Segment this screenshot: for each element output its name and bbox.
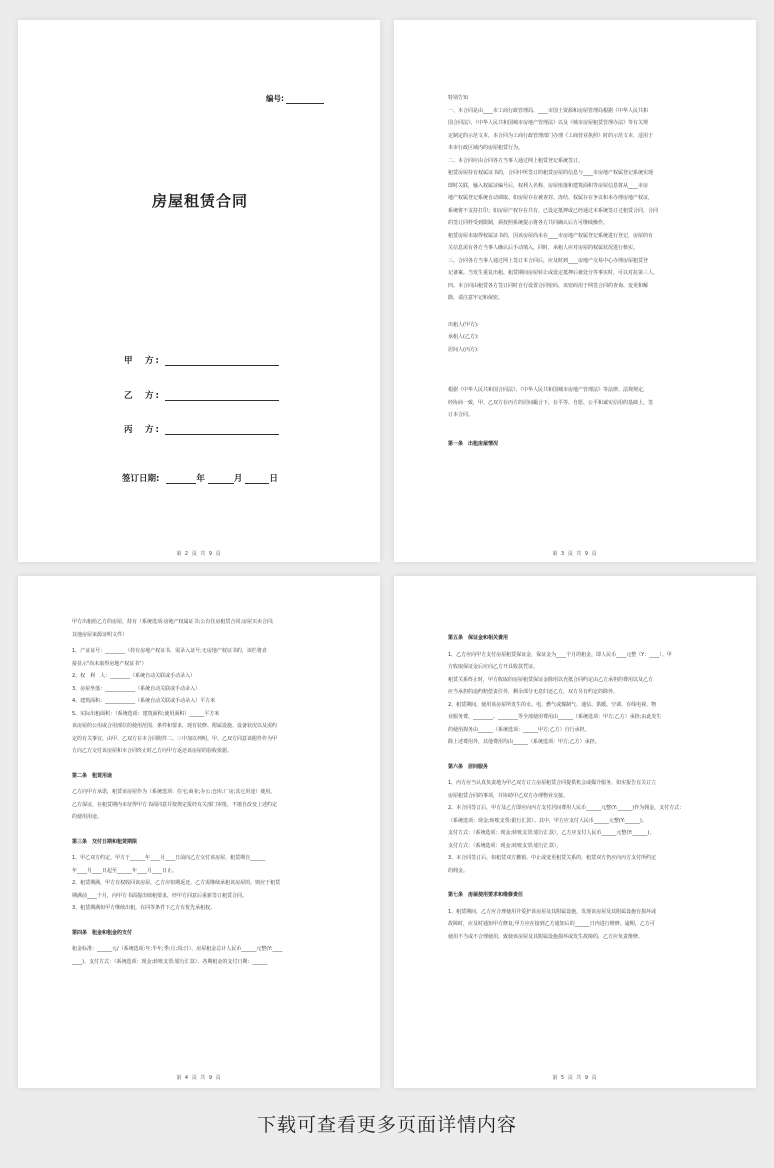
text-line: （系统选项：现金;转账支票;银行汇款）。其中，甲方应支付人民币______元整(Y:______)。: [448, 817, 647, 824]
page-number: 第 2 页 共 9 页: [176, 551, 222, 557]
text-line: 期满前____个月，向甲方书面提出续租要求，经甲方同意后重新签订租赁合同。: [72, 892, 248, 899]
text-line: 国合同法》、《中华人民共和国城市房地产管理法》以及《城市房屋租赁管理办法》等有关规: [448, 120, 649, 126]
party-a-blank: [165, 356, 279, 366]
text-line: 租赁关系终止时，甲方收取的房屋租赁保证金除用以充抵合同约定由乙方承担的费用以及乙方: [448, 676, 654, 683]
text-line: 1、乙方应向甲方支付房屋租赁保证金，保证金为____个月的租金，即人民币____元整（Y：____）。甲: [448, 651, 672, 658]
text-line: 3、租赁期满如甲方继续出租，在同等条件下乙方有优先承租权。: [72, 905, 216, 911]
text-line: 四、本合同由租赁各方签订同时自行设置合同密码，该密码用于网签合同的查询、变更和解: [448, 282, 649, 289]
article-heading: 第四条 租金和租金的支付: [72, 929, 133, 936]
text-line: ____)、支付方式：（系统选项：现金;转账支票;银行汇款）、各期租金的支付日期：______: [72, 958, 268, 965]
text-line: 关信息需有各方当事人确认后手动填入，同时，承租人应对房屋的权属状况进行核实。: [448, 245, 639, 251]
text-line: 系统将不支持打印；如房屋产权存在共有、已设定抵押或已经通过本系统签订过租赁合同，合同: [448, 207, 659, 214]
page-number: 第 4 页 共 9 页: [176, 1075, 222, 1081]
text-line: 3、房屋坐落：____________（系统自动关联或手动录入）: [72, 685, 201, 692]
year-label: 年: [196, 474, 205, 484]
text-line: 2、权 利 人：________（系统自动关联或手动录入）: [72, 673, 196, 679]
text-line: 根据《中华人民共和国合同法》、《中华人民共和国城市房地产管理法》等法律、法规规定，: [448, 387, 649, 393]
article-heading: 第二条 租赁用途: [72, 772, 113, 779]
day-blank: [245, 474, 269, 484]
serial-number: [266, 93, 324, 104]
text-line: 2、本合同签订后，甲方及乙方即应向丙方支付居间费用人民币______元整(Y:______)作为佣金，支付方式：: [448, 805, 685, 811]
cover-page: [18, 20, 380, 562]
text-line: 一、本合同是由____市工商行政管理局、____市国土资源和房屋管理局根据《中华人民共和: [448, 107, 649, 114]
text-line: 的佣金。: [448, 867, 469, 874]
day-label: 日: [269, 474, 278, 484]
party-c-line: [124, 423, 279, 435]
text-line: 甲方出租给乙方的房屋，持有（系统选项:房地产权属证书;公有住房租赁合同;房屋买卖合同;: [72, 619, 274, 625]
text-line: 乙方保证，在租赁期内未征得甲方书面同意并按规定报经有关部门审批，不擅自改变上述约定: [72, 801, 278, 808]
text-line: 房屋租赁合同的事项，并协助甲乙双方办理物业交接。: [448, 792, 569, 799]
text-line: 故障时，应及时通知甲方修复;甲方应在接到乙方通知后的______日内进行维修。逾期，乙方可: [448, 921, 655, 927]
page-text: [72, 616, 332, 968]
article-heading: 第一条 出租房屋情况: [448, 440, 499, 447]
party-b-blank: [165, 391, 279, 401]
notice-text: [448, 92, 706, 454]
text-line: 业服务费、________、________等全部使用费用由______（系统选项：甲方;乙方）承担;由此发生: [448, 714, 662, 720]
text-line: 即时关联，输入权属证编号后，权利人名称、房屋座落和建筑面积等房屋信息将从____市房: [448, 182, 649, 189]
page-number: 第 3 页 共 9 页: [552, 551, 598, 557]
signer-lessor: 出租人(甲方):: [448, 321, 479, 328]
party-b-line: [124, 389, 279, 401]
text-line: 乙方向甲方承诺，租赁该房屋作为（系统选项：住宅;商业;办公;仓库;厂房;其它用途）使用。: [72, 789, 276, 795]
month-label: 月: [233, 474, 243, 484]
text-line: 2、租赁期满，甲方有权收回该房屋，乙方应如期返还。乙方需继续承租该房屋的，则应于租赁: [72, 880, 281, 886]
article-heading: 第三条 交付日期和租赁期限: [72, 838, 138, 845]
text-line: 租赁房屋未取得权属证书的，因该房屋尚未在____市房地产权属登记系统进行登记，房屋的有: [448, 232, 654, 239]
text-line: 1、产证证号：________（持有房地产权证书，需录入证号;无房地产权证书的，该栏将直: [72, 648, 267, 654]
article-heading: 第五条 保证金和相关费用: [448, 635, 509, 641]
text-line: 4、建筑面积：____________（系统自动关联或手动录入）平方米: [72, 698, 216, 704]
signer-lessee: 承租人(乙方):: [448, 334, 479, 340]
notice-page: [394, 20, 756, 562]
text-line: 订本合同。: [448, 412, 474, 418]
text-line: 其他房屋来源证明文件）: [72, 631, 128, 638]
party-b-label: 乙 方:: [124, 391, 161, 401]
party-c-label: 丙 方:: [124, 425, 161, 435]
text-line: 定的有关事宜，由甲、乙双方在本合同附件二、三中加以列明。甲、乙双方同意该附件作为甲: [72, 735, 278, 742]
text-line: 三、合同各方当事人通过网上签订本合同后，应及时到____房地产交易中心办理房屋租赁登: [448, 257, 649, 264]
text-line: 5、实际出租面积：（系统选项：建筑面积;使用面积）______平方米: [72, 710, 220, 717]
text-line: 1、租赁期间，乙方应合理使用并爱护该房屋及其附属设施，发现该房屋及其附属设施有损坏或: [448, 908, 657, 915]
party-a-label: 甲 方:: [124, 356, 161, 366]
party-a-line: [124, 354, 279, 366]
page-number: 第 5 页 共 9 页: [552, 1075, 598, 1081]
text-line: 定制定的示范文本。本合同为工商行政管理部门办理《工商营业执照》时的示范文本，适用于: [448, 132, 654, 139]
party-c-blank: [165, 425, 279, 435]
serial-label: 编号:: [266, 94, 284, 103]
year-blank: [166, 474, 196, 484]
text-line: 2、租赁期间，使用该房屋所发生的水、电、燃气或煤制气、通信、供暖、空调、有线电视、物: [448, 701, 657, 708]
text-line: 支付方式：（系统选项：现金;转账支票;银行汇款）。: [448, 842, 562, 849]
text-line: 应当承担的违约赔偿责任外，剩余部分无息归还乙方，双方另有约定的除外。: [448, 689, 619, 695]
text-line: 的签订同样受到限制，须按照系统提示将各方共同确认后方可继续操作。: [448, 220, 609, 226]
contract-page-4: [18, 576, 380, 1088]
text-line: 的使用损务由______（系统选项：______甲方;乙方）自行承担。: [448, 726, 590, 733]
text-line: 记备案。当发生重复出租、租赁期间房屋转让或设定抵押后被处分等事实时，可以对抗第三人。: [448, 270, 659, 276]
text-line: 地产权属登记系统自动调取。如房屋存在被查封、冻结、权属存在争议和未办理房地产权证，: [448, 195, 654, 201]
page-text: [448, 632, 706, 943]
text-line: 1、丙方应当认真负责地为甲乙双方订立房屋租赁合同提供机会或媒介服务，如实报告有关订立: [448, 780, 657, 786]
download-caption: 下载可查看更多页面详情内容: [256, 1114, 517, 1136]
sign-date: [122, 472, 278, 484]
text-line: 的使用用途。: [72, 814, 103, 820]
text-line: 除上述费用外，其他费用均由______（系统选项：甲方;乙方）承担。: [448, 739, 600, 745]
text-line: 本市行政区域内的房屋租赁行为。: [448, 145, 524, 151]
signer-broker: 居间人(丙方):: [448, 346, 479, 353]
text-line: 该房屋的公用或合用部位的使用范围、条件和要求，现有装修、附属设施、设备状况以及需约: [72, 723, 278, 729]
text-line: 租金标准：______元/（系统选项:年;半年;季;月;周;日）、房屋租金总计人民币______元整(Y:____: [72, 946, 283, 952]
text-line: 接显示"尚未取得房地产权证书"）: [72, 660, 147, 667]
contract-page-5: [394, 576, 756, 1088]
text-line: 租赁房屋持有权属证书的，合同中所签订的租赁房屋的信息与____市房地产权属登记系统实现: [448, 170, 654, 176]
text-line: 使用不当或不合理使用，致使该房屋及其附属设施损坏或发生故障的，乙方应负责维修。: [448, 933, 644, 940]
text-line: 特别告知: [448, 95, 469, 101]
article-heading: 第七条 房屋使用要求和维修责任: [448, 892, 524, 898]
text-line: 经协商一致，甲、乙双方在丙方的居间撮合下，在平等、自愿、公平和诚实信用的基础上，签: [448, 399, 654, 406]
text-line: 3、本合同签订后，如租赁双方撤销、中止或变更租赁关系的，租赁双方仍应向丙方支付所约定: [448, 855, 657, 861]
sign-date-label: 签订日期:: [122, 474, 160, 484]
document-title: 房屋租赁合同: [152, 192, 249, 210]
text-line: 方收取保证金后应向乙方开具收款凭证。: [448, 664, 539, 670]
text-line: 年____月____日起至______年____月____日止。: [72, 867, 178, 874]
serial-blank: [286, 95, 324, 104]
text-line: 支付方式：（系统选项：现金;转账支票;银行汇款），乙方应支付人民币______元整(Y:______)，: [448, 830, 655, 836]
text-line: 二、本合同应由合同各方当事人通过网上租赁登记系统签订。: [448, 157, 584, 164]
text-line: 除，请注意牢记和保密。: [448, 295, 504, 301]
text-line: 方向乙方交付该房屋和本合同终止时乙方向甲方返还该房屋的验收依据。: [72, 748, 233, 754]
text-line: 1、甲乙双方约定，甲方于______年____月____日前向乙方交付该房屋，租赁期自______: [72, 855, 266, 861]
article-heading: 第六条 居间服务: [448, 763, 489, 770]
month-blank: [208, 474, 234, 484]
